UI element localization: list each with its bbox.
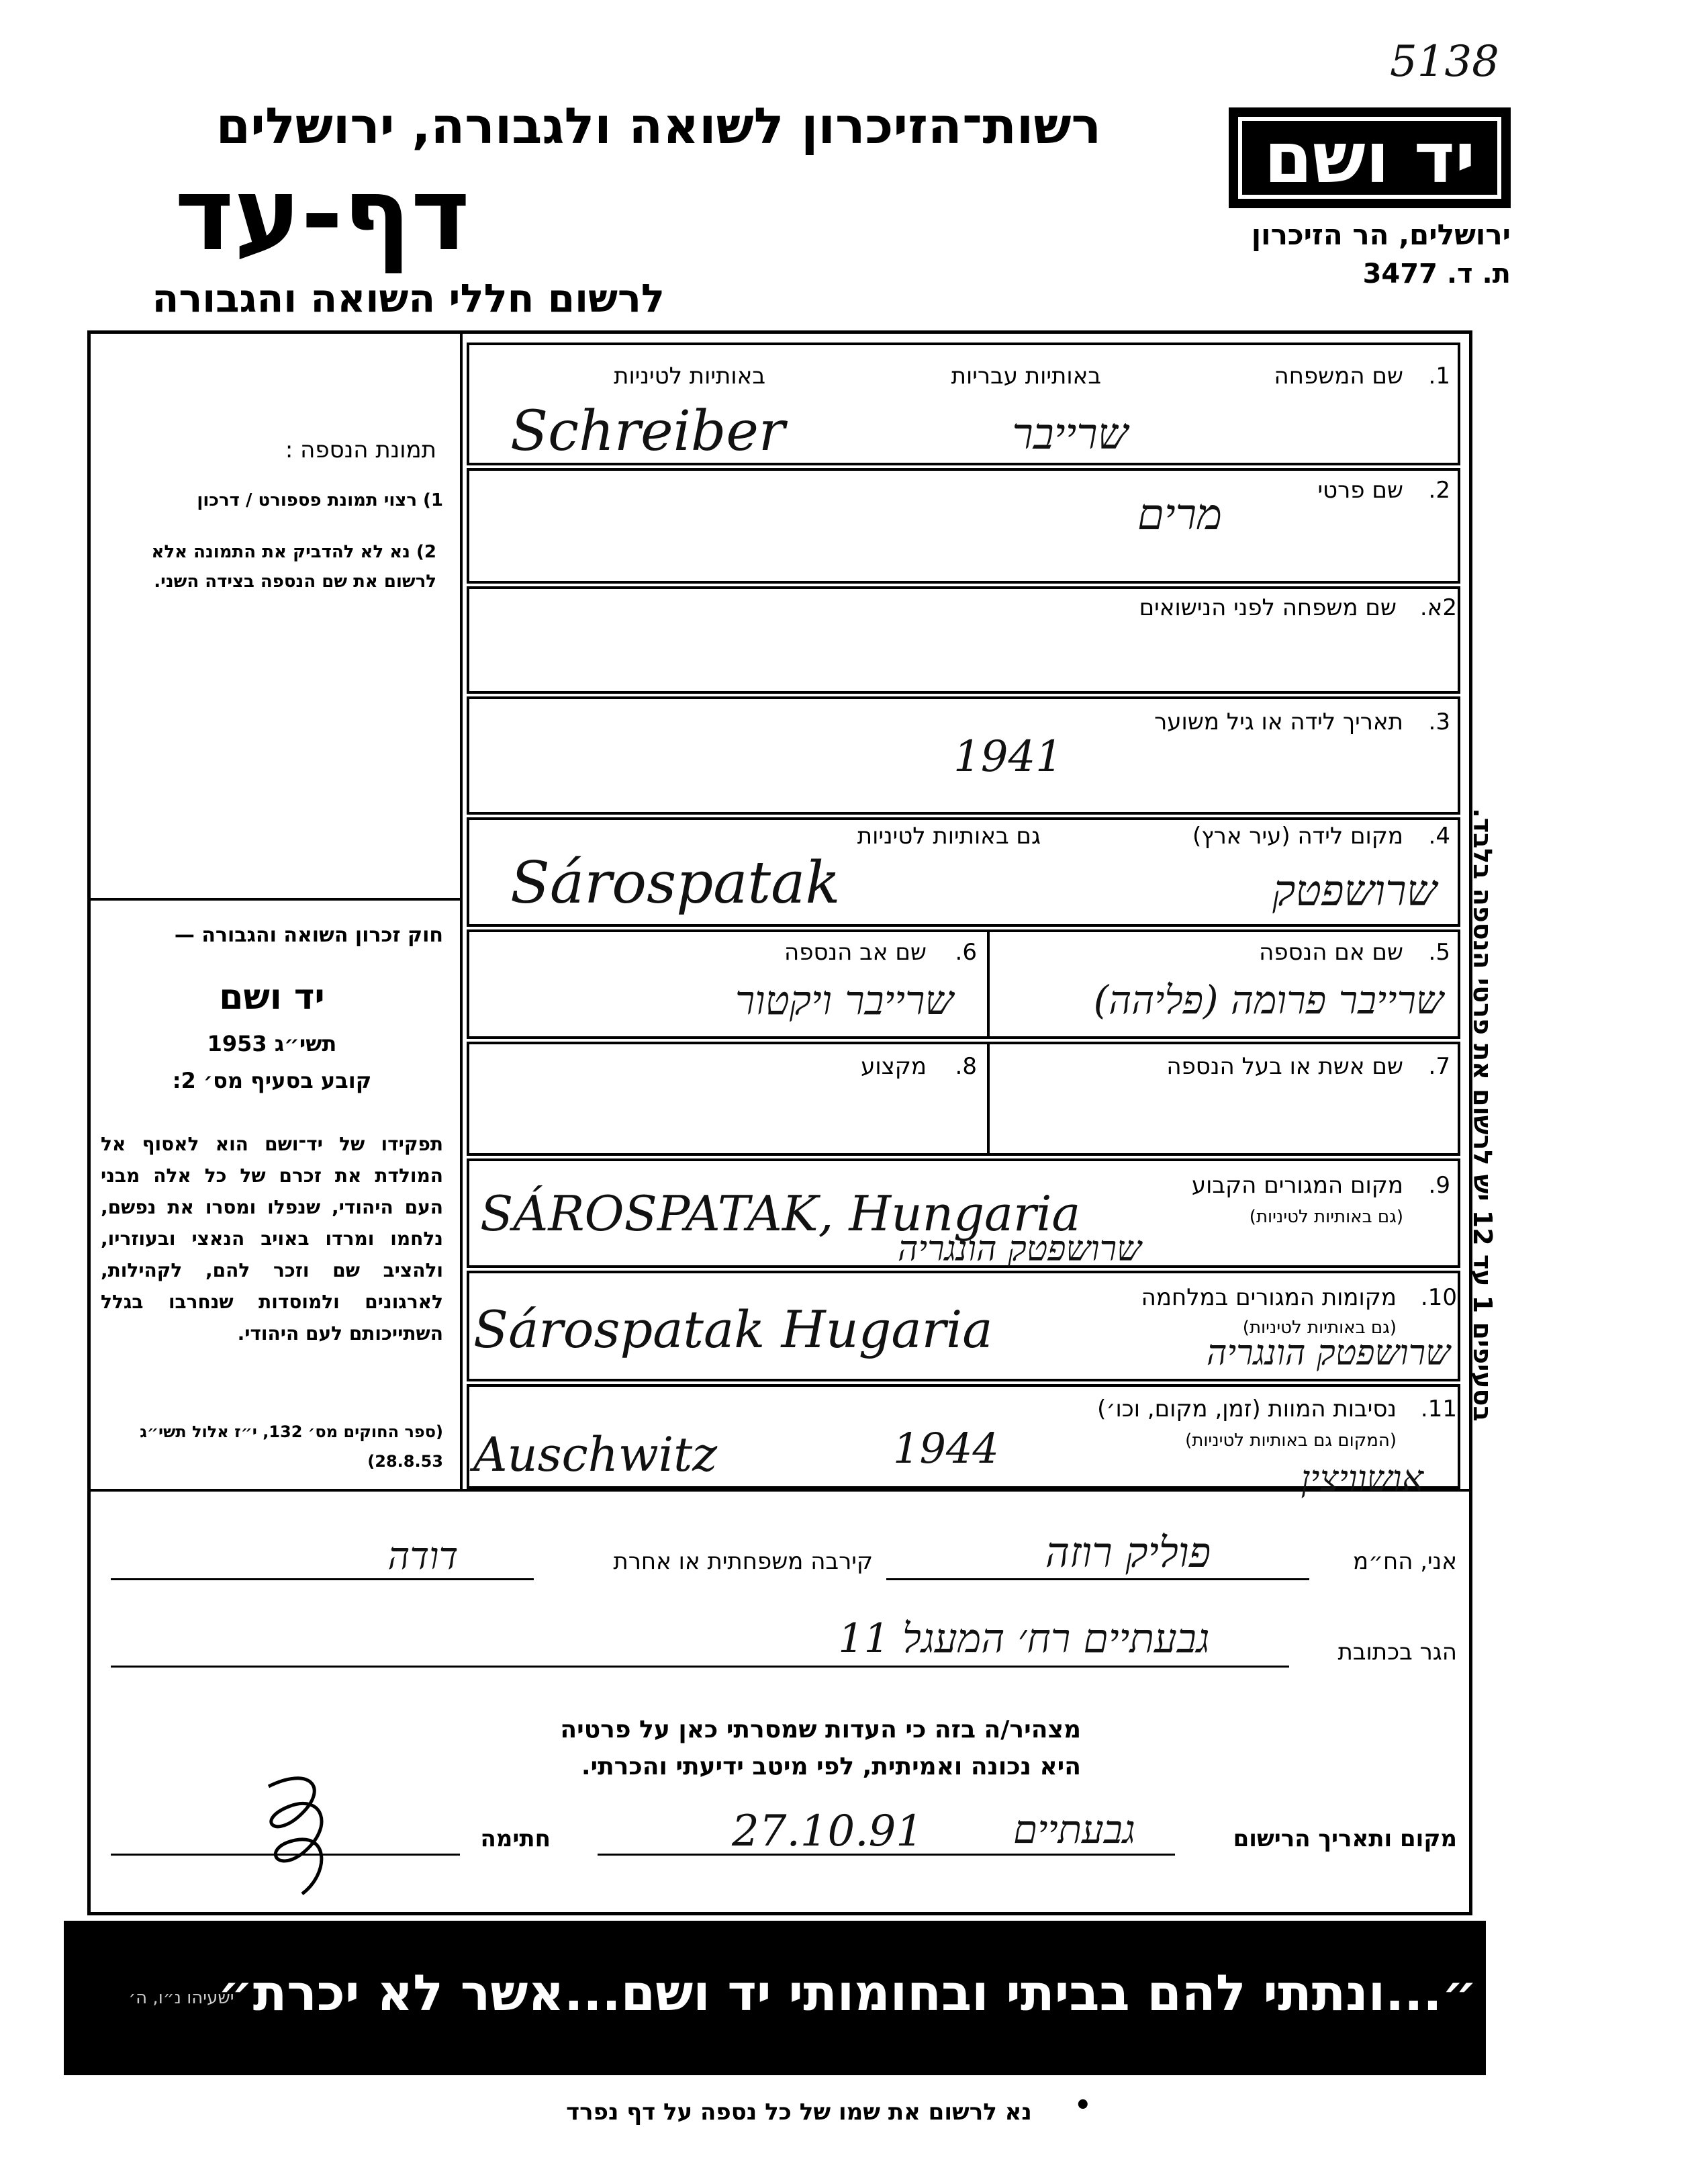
field-7-number: 7. [1428, 1053, 1450, 1080]
field-11-label: נסיבות המוות (זמן, מקום, וכו׳) [1097, 1396, 1397, 1422]
field-11-latin-value: Auschwitz [473, 1427, 718, 1482]
declarant-value: פוליק רוזה [1045, 1528, 1211, 1577]
law-year: תשי״ג 1953 [207, 1031, 337, 1056]
side-note: בסעיפים 1 עד 12 יש לרשום את פרטי הנספה בלבד. [1468, 808, 1497, 1422]
yad-vashem-logo [1229, 107, 1511, 208]
page-number: 5138 [1390, 37, 1499, 87]
banner-source: ישעיהו נ״ו, ה׳ [128, 1988, 234, 2008]
relation-line [111, 1578, 534, 1580]
field-9-label: מקום המגורים הקבוע [1191, 1172, 1403, 1199]
field-1-hebrew-value: שרייבר [1012, 410, 1128, 459]
field-2a-label: שם משפחה לפני הנישואים [1139, 594, 1397, 621]
relation-label: קירבה משפחתית או אחרת [613, 1548, 873, 1575]
field-4-number: 4. [1428, 823, 1450, 850]
photo-note-2: 2) נא לא להדביק את התמונה אלא לרשום את שם הנספה בצידה השני. [151, 542, 436, 592]
field-2-number: 2. [1428, 477, 1450, 504]
field-4-hebrew-value: שרושפטק [1272, 866, 1437, 916]
field-8-number: 8. [955, 1053, 977, 1080]
field-1-latin-value: Schreiber [510, 400, 786, 463]
field-11-number: 11. [1420, 1396, 1457, 1422]
left-panel-divider [460, 330, 463, 1489]
footer-bullet: • [1074, 2090, 1092, 2121]
photo-note-1: 1) רצוי תמונת פספורט / דרכון [197, 490, 443, 510]
law-body: תפקידו של יד־ושם הוא לאסוף אל המולדת את זכרם של כל אלה מבני העם היהודי, שנפלו ומסרו את נפשם, נלחמו ומרדו באויב הנאצי ובעוזריו, ולהציב שם וזכר להם, לקהילות, לארגונים ולמוסדות שנחרבו בגלל השתייכותם לעם היהודי. [101, 1133, 443, 1345]
date-value: 27.10.91 [732, 1807, 923, 1856]
field-9-sub: (גם באותיות לטיניות) [1249, 1207, 1403, 1227]
field-5-value: שרייבר פרומה (פליהה) [1093, 977, 1444, 1023]
field-6-number: 6. [955, 939, 977, 966]
declarant-line [886, 1578, 1309, 1580]
field-9-latin-value: SÁROSPATAK, Hungaria [480, 1185, 1081, 1242]
law-heading: חוק זכרון השואה והגבורה — [174, 923, 443, 947]
field-2-label: שם פרטי [1317, 477, 1403, 504]
field-10-latin-value: Sárospatak Hugaria [473, 1300, 993, 1359]
field-10-sub: (גם באותיות לטיניות) [1242, 1318, 1397, 1338]
declarant-label: אני, הח״מ [1353, 1548, 1457, 1575]
photo-panel-title: תמונת הנספה : [285, 437, 436, 463]
field-2a-number: 2א. [1419, 594, 1457, 621]
form-title: דף-עד [175, 156, 470, 273]
field-6-label: שם אב הנספה [784, 939, 927, 966]
field-1-number: 1. [1428, 363, 1450, 390]
field-1-hebrew-header: באותיות עבריות [951, 363, 1101, 390]
authority-heading: רשות־הזיכרון לשואה ולגבורה, ירושלים [216, 97, 1101, 155]
logo-text: יד ושם [1238, 117, 1501, 199]
left-panel-split [87, 898, 460, 901]
field-10-number: 10. [1420, 1284, 1457, 1311]
field-11-sub: (המקום גם באותיות לטיניות) [1185, 1430, 1397, 1451]
field-4-latin-header: גם באותיות לטיניות [857, 823, 1041, 850]
relation-value: דודה [387, 1535, 459, 1578]
place-value: גבעתיים [1013, 1807, 1135, 1852]
banner-quote: ״...ונתתי להם בביתי ובחומותי יד ושם...אשר לא יכרת״ [218, 1964, 1477, 2022]
law-name: יד ושם [219, 977, 325, 1017]
field-1-latin-header: באותיות לטיניות [614, 363, 765, 390]
field-11-hebrew-value: אושוויצין [1301, 1457, 1423, 1500]
field-9-hebrew-value: שרושפטק הונגריה [898, 1229, 1141, 1269]
field-4-latin-value: Sárospatak [510, 850, 841, 917]
statement-line-1: מצהיר/ה בזה כי העדות שמסרתי כאן על פרטיה [560, 1716, 1081, 1743]
field-3-label: תאריך לידה או גיל משוער [1154, 709, 1403, 735]
field-4-label: מקום לידה (עיר ארץ) [1192, 823, 1403, 850]
address-line [111, 1666, 1289, 1668]
field-11-year-value: 1944 [893, 1424, 999, 1473]
footer-note: נא לרשום את שמו של כל נספה על דף נפרד [566, 2099, 1032, 2126]
field-6-value: שרייבר ויקטור [735, 977, 953, 1024]
field-10-hebrew-value: שרושפטק הונגריה [1207, 1333, 1450, 1373]
field-3-number: 3. [1428, 709, 1450, 735]
form-subtitle: לרשום חללי השואה והגבורה [152, 275, 665, 321]
field-8-label: מקצוע [861, 1053, 927, 1080]
signature-label: חתימה [480, 1825, 551, 1852]
statement-line-2: היא נכונה ואמיתית, לפי מיטב ידיעתי והכרתי. [581, 1753, 1081, 1780]
field-5-6-divider [987, 929, 990, 1039]
address-line-1: ירושלים, הר הזיכרון [1251, 218, 1511, 251]
field-3-value: 1941 [953, 732, 1063, 782]
place-date-label: מקום ותאריך הרישום [1233, 1825, 1457, 1852]
field-7-8-divider [987, 1042, 990, 1156]
field-1-label: שם המשפחה [1274, 363, 1403, 390]
field-9-number: 9. [1428, 1172, 1450, 1199]
field-10-label: מקומות המגורים במלחמה [1141, 1284, 1397, 1311]
address-value: גבעתיים רח׳ המעגל 11 [838, 1615, 1210, 1662]
law-source: (ספר החוקים מס׳ 132, י״ז אלול תשי״ג 28.8.53) [140, 1422, 443, 1471]
field-5-label: שם אם הנספה [1259, 939, 1403, 966]
field-5-number: 5. [1428, 939, 1450, 966]
field-2-value: מרים [1137, 490, 1222, 540]
field-7-label: שם אשת או בעל הנספה [1166, 1053, 1403, 1080]
signature-mark [228, 1760, 363, 1921]
address-line-2: ת. ד. 3477 [1362, 259, 1511, 289]
law-clause: קובע בסעיף מס׳ 2: [172, 1068, 372, 1093]
address-label: הגר בכתובת [1337, 1639, 1457, 1666]
